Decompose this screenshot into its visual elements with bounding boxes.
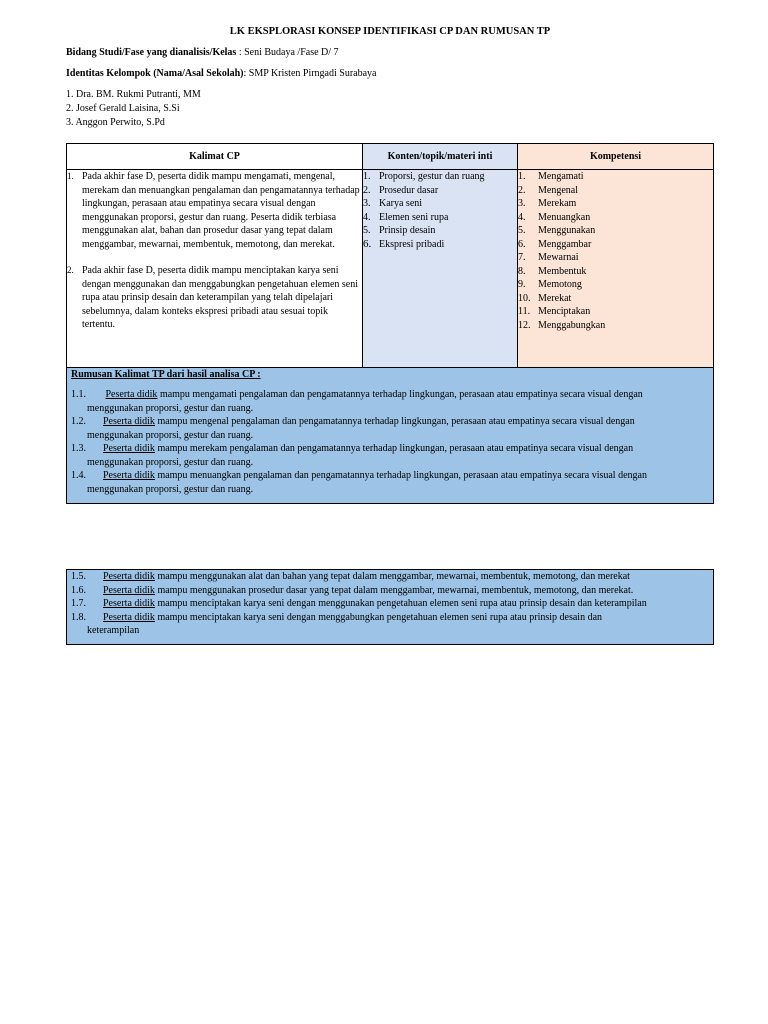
member-list: [66, 88, 201, 130]
cp-analysis-table: [66, 143, 714, 378]
header-kompetensi: Kompetensi: [518, 144, 714, 170]
kompetensi-item: 12. Menggabungkan: [518, 319, 606, 331]
member-item: 2. Josef Gerald Laisina, S.Si: [66, 103, 180, 114]
member-item: 3. Anggon Perwito, S.Pd: [66, 117, 165, 128]
tp-item: 1.7. Peserta didik mampu menciptakan karya seni dengan menggunakan pengetahuan elemen seni rupa atau prinsip desain dan keterampilan: [71, 598, 647, 609]
table-row: [67, 170, 714, 378]
tp-item: 1.6. Peserta didik mampu menggunakan prosedur dasar yang tepat dalam menggambar, mewarnai, membentuk, memotong, dan merekat.: [71, 584, 634, 596]
kompetensi-item: 5. Menggunakan: [518, 225, 596, 236]
tp-item: 1.4. Peserta didik mampu menuangkan pengalaman dan pengamatannya terhadap lingkungan, perasaan atau empatinya secara visual dengan menggunakan proporsi, gestur dan ruang.: [71, 470, 647, 495]
kompetensi-item: 8. Membentuk: [518, 265, 587, 277]
tp-item: 1.2. Peserta didik mampu mengenal pengalaman dan pengamatannya terhadap lingkungan, perasaan atau empatinya secara visual dengan menggunakan proporsi, gestur dan ruang.: [71, 416, 635, 441]
kompetensi-item: 6. Menggambar: [518, 238, 592, 250]
cp-item: 1. Pada akhir fase D, peserta didik mampu mengamati, mengenal, merekam dan menuangkan pengalaman dan pengamatannya terhadap lingkungan, perasaan atau empatinya secara visual dengan menggunakan proporsi, gestur dan ruang. Peserta didik terbiasa menggunakan alat, bahan dan prosedur dasar yang tepat dalam menggambar, mewarnai, membentuk, memotong, dan merekat.: [67, 171, 360, 250]
konten-item: 3. Karya seni: [363, 198, 423, 209]
konten-cell: [363, 170, 518, 378]
cp-item: 2. Pada akhir fase D, peserta didik mampu menciptakan karya seni dengan menggunakan dan menggabungkan pengetahuan elemen seni rupa atau prinsip desain dan keterampilan yang telah dipelajari sebelumnya, dalam konteks ekspresi pribadi atau sesuai topik tertentu.: [67, 265, 359, 330]
group-label: Identitas Kelompok (Nama/Asal Sekolah): [66, 68, 244, 79]
konten-item: 4. Elemen seni rupa: [363, 211, 449, 223]
subject-value: : Seni Budaya /Fase D/ 7: [236, 47, 339, 58]
tp-item: 1.1. Peserta didik mampu mengamati pengalaman dan pengamatannya terhadap lingkungan, perasaan atau empatinya secara visual dengan menggunakan proporsi, gestur dan ruang.: [71, 389, 643, 414]
subject-info: [66, 47, 339, 58]
subject-label: Bidang Studi/Fase yang dianalisis/Kelas: [66, 47, 237, 58]
tp-box-title: Rumusan Kalimat TP dari hasil analisa CP :: [71, 369, 261, 380]
konten-item: 1. Proporsi, gestur dan ruang: [363, 171, 485, 182]
member-item: 1. Dra. BM. Rukmi Putranti, MM: [66, 89, 201, 100]
kompetensi-item: 7. Mewarnai: [518, 252, 579, 263]
table-header-row: [67, 144, 714, 170]
tp-item: 1.8. Peserta didik mampu menciptakan karya seni dengan menggabungkan pengetahuan elemen seni rupa atau prinsip desain dan keterampilan: [71, 611, 603, 636]
kompetensi-item: 9. Memotong: [518, 279, 582, 290]
group-value: : SMP Kristen Pirngadi Surabaya: [243, 68, 377, 79]
document-title: LK EKSPLORASI KONSEP IDENTIFIKASI CP DAN RUMUSAN TP: [229, 26, 551, 37]
header-konten: Konten/topik/materi inti: [363, 144, 518, 170]
tp-formulation-box-2: [66, 569, 714, 645]
konten-item: 6. Ekspresi pribadi: [363, 237, 445, 250]
tp-item: 1.5. Peserta didik mampu menggunakan alat dan bahan yang tepat dalam menggambar, mewarnai, membentuk, memotong, dan merekat: [71, 571, 630, 582]
kompetensi-item: 4. Menuangkan: [518, 211, 591, 223]
konten-item: 5. Prinsip desain: [363, 225, 436, 236]
kompetensi-item: 2. Mengenal: [518, 184, 578, 196]
header-kalimat-cp: Kalimat CP: [67, 144, 363, 170]
tp-formulation-box: [66, 367, 714, 504]
kompetensi-item: 3. Merekam: [518, 198, 577, 209]
konten-item: 2. Prosedur dasar: [363, 184, 439, 196]
cp-cell: [67, 170, 363, 378]
group-info: [66, 68, 376, 79]
kompetensi-item: 11. Menciptakan: [518, 306, 591, 317]
kompetensi-item: 1. Mengamati: [518, 171, 584, 182]
tp-item: 1.3. Peserta didik mampu merekam pengalaman dan pengamatannya terhadap lingkungan, perasaan atau empatinya secara visual dengan menggunakan proporsi, gestur dan ruang.: [71, 443, 634, 468]
kompetensi-cell: [518, 170, 714, 378]
kompetensi-item: 10. Merekat: [518, 292, 572, 304]
